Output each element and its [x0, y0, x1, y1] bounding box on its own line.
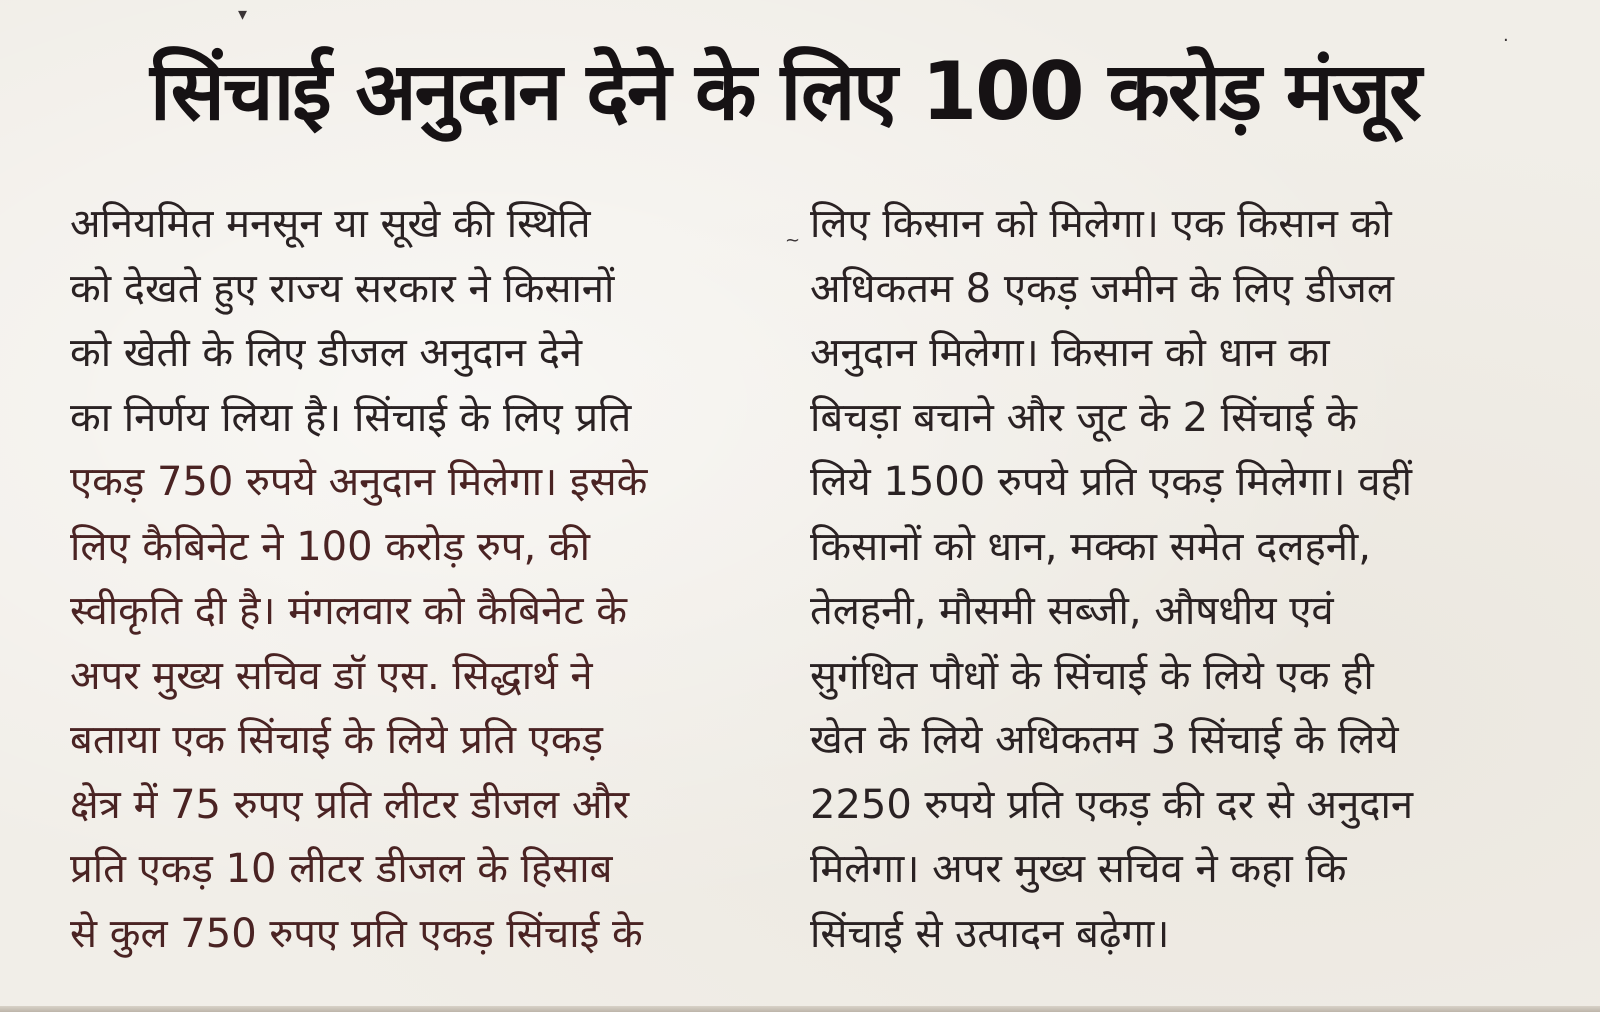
text-line: बताया एक सिंचाई के लिये प्रति एकड़: [70, 717, 604, 763]
text-line: प्रति एकड़ 10 लीटर डीजल के हिसाब: [70, 846, 613, 892]
text-line: अनियमित मनसून या सूखे की स्थिति: [70, 201, 591, 247]
text-line: सुगंधित पौधों के सिंचाई के लिये एक ही: [810, 652, 1374, 699]
text-line: अधिकतम 8 एकड़ जमीन के लिए डीजल: [810, 265, 1394, 312]
text-line: से कुल 750 रुपए प्रति एकड़ सिंचाई के: [70, 910, 643, 957]
text-line: 2250 रुपये प्रति एकड़ की दर से अनुदान: [810, 781, 1414, 828]
text-line: को देखते हुए राज्य सरकार ने किसानों: [70, 265, 615, 312]
text-line: एकड़ 750 रुपये अनुदान मिलेगा। इसके: [70, 459, 648, 505]
paper-edge: [0, 1006, 1600, 1012]
text-line: अपर मुख्य सचिव डॉ एस. सिद्धार्थ ने: [70, 652, 593, 699]
text-line: खेत के लिये अधिकतम 3 सिंचाई के लिये: [810, 717, 1399, 763]
text-line: तेलहनी, मौसमी सब्जी, औषधीय एवं: [810, 588, 1334, 634]
text-line: लिये 1500 रुपये प्रति एकड़ मिलेगा। वहीं: [810, 459, 1413, 505]
text-line: क्षेत्र में 75 रुपए प्रति लीटर डीजल और: [70, 781, 630, 828]
article-column-left: [70, 192, 770, 966]
ink-speck: ▾: [238, 4, 248, 25]
text-line: स्वीकृति दी है। मंगलवार को कैबिनेट के: [70, 588, 627, 634]
text-line: किसानों को धान, मक्का समेत दलहनी,: [810, 523, 1372, 570]
text-line: सिंचाई से उत्पादन बढ़ेगा।: [810, 910, 1170, 957]
text-line: लिए किसान को मिलेगा। एक किसान को: [810, 201, 1392, 247]
ink-speck: ·: [1503, 30, 1509, 51]
article-column-right: [810, 192, 1530, 966]
text-line: बिचड़ा बचाने और जूट के 2 सिंचाई के: [810, 394, 1357, 441]
text-line: को खेती के लिए डीजल अनुदान देने: [70, 330, 583, 376]
text-line: मिलेगा। अपर मुख्य सचिव ने कहा कि: [810, 846, 1347, 892]
headline: सिंचाई अनुदान देने के लिए 100 करोड़ मंजूर: [150, 45, 1420, 138]
ink-speck: ~: [785, 230, 801, 251]
text-line: का निर्णय लिया है। सिंचाई के लिए प्रति: [70, 394, 632, 441]
text-line: अनुदान मिलेगा। किसान को धान का: [810, 330, 1330, 376]
text-line: लिए कैबिनेट ने 100 करोड़ रुप, की: [70, 523, 590, 570]
